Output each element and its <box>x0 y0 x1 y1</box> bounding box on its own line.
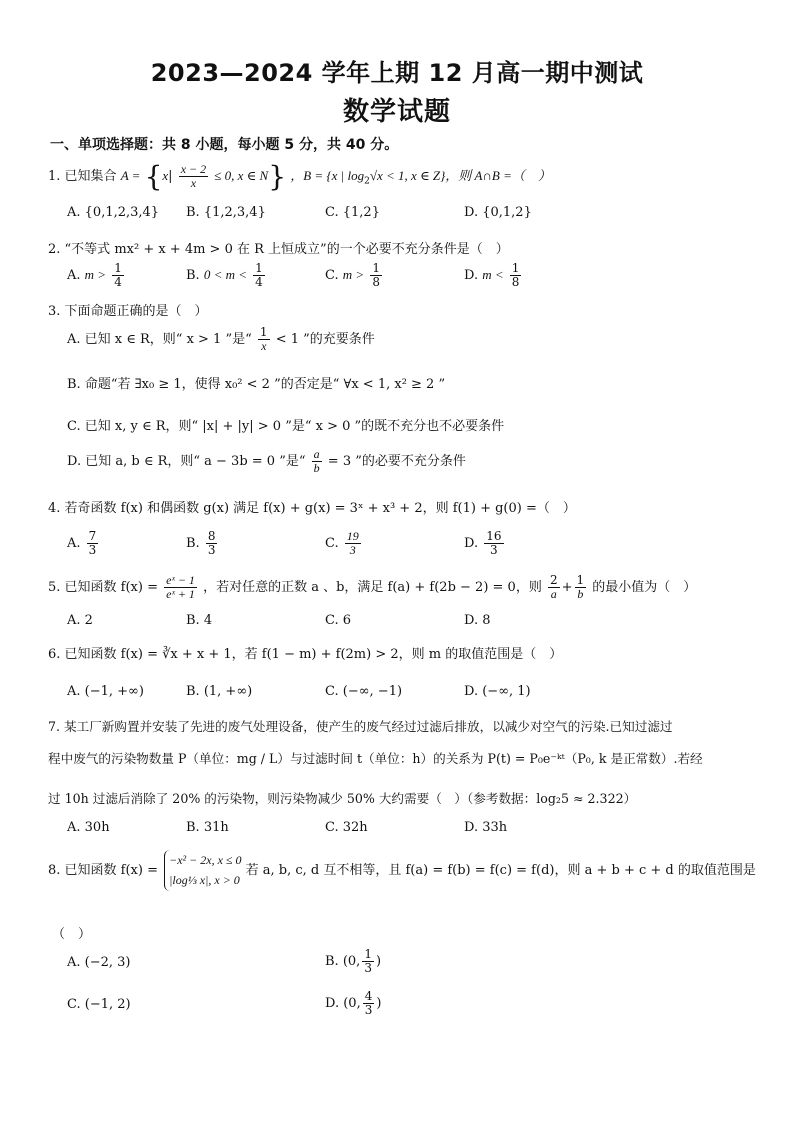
q4-a-den: 3 <box>88 543 97 558</box>
q8-d-den: 3 <box>364 1003 373 1018</box>
q7-option-a[interactable]: A. 30h <box>67 820 110 835</box>
q5-option-d[interactable]: D. 8 <box>464 613 491 628</box>
q8-b-frac <box>362 948 374 975</box>
q2-b-label: B. <box>186 268 200 284</box>
q7-option-c[interactable]: C. 32h <box>325 820 368 835</box>
q6-option-a[interactable]: A. (−1, +∞) <box>67 684 144 699</box>
q1-set-b-rest: √x < 1, x ∈ Z}，则 A∩B =（ ） <box>369 168 551 183</box>
q1-option-b[interactable]: B. {1,2,3,4} <box>186 205 266 220</box>
q5-term2 <box>575 574 587 601</box>
q2-d-frac <box>510 262 522 289</box>
question-7-line-2: 程中废气的污染物数量 P（单位：mg / L）与过滤时间 t（单位：h）的关系为 P(t) = P₀e⁻ᵏᵗ（P₀, k 是正常数）.若经 <box>48 751 703 766</box>
q5-pre: 5. 已知函数 f(x) = <box>48 580 158 596</box>
q8-option-d[interactable] <box>325 990 381 1017</box>
q1-log-base: 2 <box>364 176 370 187</box>
q2-b-frac <box>253 262 265 289</box>
q4-option-c[interactable] <box>325 530 363 557</box>
q5-option-b[interactable]: B. 4 <box>186 613 213 628</box>
q2-option-d[interactable] <box>464 262 523 289</box>
q8-d-frac <box>363 990 375 1017</box>
q5-mid: ，若对任意的正数 a 、b，满足 f(a) + f(2b − 2) = 0，则 <box>203 580 542 596</box>
q1-frac-den: x <box>190 176 197 190</box>
q8-piece-1: −x² − 2x, x ≤ 0 <box>169 853 242 867</box>
q6-option-b[interactable]: B. (1, +∞) <box>186 684 253 699</box>
q1-set-a-cond: ≤ 0, x ∈ N <box>214 168 269 183</box>
q2-c-label: C. <box>325 268 339 284</box>
q1-set-a: A = <box>120 168 141 183</box>
q8-d-num: 4 <box>364 989 373 1003</box>
q4-d-label: D. <box>464 536 479 552</box>
q8-b-label: B. <box>325 954 339 970</box>
exam-title: 2023—2024 学年上期 12 月高一期中测试 <box>150 59 644 87</box>
q6-option-d[interactable]: D. (−∞, 1) <box>464 684 531 699</box>
q5-term2-num: 1 <box>576 573 585 587</box>
q8-d-pre: (0, <box>343 996 361 1012</box>
q6-option-c[interactable]: C. (−∞, −1) <box>325 684 403 699</box>
q4-b-num: 8 <box>207 529 216 543</box>
q2-c-frac <box>370 262 382 289</box>
q2-c-den: 8 <box>372 275 380 290</box>
q4-c-frac <box>345 530 361 557</box>
q4-a-frac <box>87 530 99 557</box>
q3-option-d[interactable] <box>67 448 466 475</box>
q1-fraction <box>179 163 208 190</box>
q2-d-label: D. <box>464 268 479 284</box>
q4-a-num: 7 <box>88 529 97 543</box>
q3-a-num: 1 <box>259 325 268 339</box>
q1-option-c[interactable]: C. {1,2} <box>325 205 380 220</box>
q4-b-den: 3 <box>207 543 216 558</box>
q2-d-num: 1 <box>511 261 520 275</box>
q2-option-b[interactable] <box>186 262 267 289</box>
question-2: 2. “不等式 mx² + x + 4m > 0 在 R 上恒成立”的一个必要不充分条件是（ ） <box>48 242 509 257</box>
q1-bar: | <box>168 169 173 184</box>
q2-b-den: 4 <box>255 275 263 290</box>
q8-piece-2: |log⅓ x|, x > 0 <box>169 873 240 888</box>
q1-frac-num: x − 2 <box>180 161 207 176</box>
q1-set-a-var: x <box>162 168 169 183</box>
q8-post: 若 a, b, c, d 互不相等，且 f(a) = f(b) = f(c) = f(d)，则 a + b + c + d 的取值范围是 <box>245 862 756 878</box>
q8-b-close: ) <box>375 954 382 970</box>
q7-option-d[interactable]: D. 33h <box>464 820 508 835</box>
q3-a-pre: A. 已知 x ∈ R，则“ x > 1 ”是“ <box>67 332 252 348</box>
q8-option-c[interactable]: C. (−1, 2) <box>67 997 131 1012</box>
q5-term1 <box>548 574 560 601</box>
q2-a-expr: m > <box>84 267 107 283</box>
q2-b-num: 1 <box>255 261 263 275</box>
q4-c-label: C. <box>325 536 339 552</box>
q2-a-frac <box>112 262 124 289</box>
q5-func-den: eˣ + 1 <box>166 587 195 602</box>
q5-plus: + <box>561 580 573 596</box>
question-6: 6. 已知函数 f(x) = ∛x + x + 1，若 f(1 − m) + f(2m) > 2，则 m 的取值范围是（ ） <box>48 647 563 662</box>
question-4: 4. 若奇函数 f(x) 和偶函数 g(x) 满足 f(x) + g(x) = 3ˣ + x³ + 2，则 f(1) + g(0) =（ ） <box>48 501 576 516</box>
q8-pre: 8. 已知函数 f(x) = <box>48 862 158 878</box>
q5-option-c[interactable]: C. 6 <box>325 613 352 628</box>
q2-a-label: A. <box>67 268 81 284</box>
q2-option-a[interactable] <box>67 262 126 289</box>
q8-b-den: 3 <box>364 961 372 976</box>
q3-option-c[interactable]: C. 已知 x, y ∈ R，则“ |x| + |y| > 0 ”是“ x > 0 ”的既不充分也不必要条件 <box>67 419 505 434</box>
q2-d-expr: m < <box>482 267 504 283</box>
section-heading: 一、单项选择题：共 8 小题，每小题 5 分，共 40 分。 <box>50 137 399 153</box>
q4-b-label: B. <box>186 536 200 552</box>
q2-b-expr: 0 < m < <box>203 267 248 283</box>
question-7-line-1: 7. 某工厂新购置并安装了先进的废气处理设备，使产生的废气经过过滤后排放，以减少对空气的污染.已知过滤过 <box>48 719 673 734</box>
q8-piecewise <box>164 850 241 891</box>
q4-c-den: 3 <box>349 543 356 558</box>
q2-c-expr: m > <box>342 267 365 283</box>
q3-a-post: < 1 ”的充要条件 <box>275 332 375 348</box>
q4-d-frac <box>484 530 503 557</box>
q2-c-num: 1 <box>372 261 380 275</box>
q5-term1-den: a <box>550 587 557 602</box>
question-5 <box>48 574 696 601</box>
q1-option-a[interactable]: A. {0,1,2,3,4} <box>67 205 160 220</box>
q5-post: 的最小值为（ ） <box>592 580 697 596</box>
q2-d-den: 8 <box>511 275 520 290</box>
question-7-line-3: 过 10h 过滤后消除了 20% 的污染物，则污染物减少 50% 大约需要（ ）（参考数据：log₂5 ≈ 2.322） <box>48 791 637 806</box>
q2-a-num: 1 <box>114 261 122 275</box>
q8-option-b[interactable] <box>325 948 381 975</box>
q8-d-close: ) <box>376 996 382 1012</box>
q4-d-num: 16 <box>486 529 502 543</box>
q5-func-frac <box>164 574 197 601</box>
q7-option-b[interactable]: B. 31h <box>186 820 229 835</box>
q5-func-num: eˣ − 1 <box>166 573 195 587</box>
q4-d-den: 3 <box>490 543 498 558</box>
q1-brace-close: } <box>268 160 287 193</box>
q8-d-label: D. <box>325 996 340 1012</box>
q4-b-frac <box>206 530 218 557</box>
q8-answer-blank: （ ） <box>52 927 92 942</box>
q4-a-label: A. <box>67 536 81 552</box>
q4-c-num: 19 <box>346 529 359 543</box>
q3-d-num: a <box>313 447 320 461</box>
q1-option-d[interactable]: D. {0,1,2} <box>464 205 532 220</box>
question-1 <box>48 160 551 193</box>
q3-option-a[interactable] <box>67 326 375 353</box>
q5-option-a[interactable]: A. 2 <box>67 613 93 628</box>
q3-a-den: x <box>261 339 267 354</box>
q4-option-b[interactable] <box>186 530 219 557</box>
q1-brace-open: { <box>144 160 163 193</box>
q8-option-a[interactable]: A. (−2, 3) <box>67 955 131 970</box>
q3-a-frac <box>258 326 270 353</box>
q3-d-post: = 3 ”的必要不充分条件 <box>327 454 466 470</box>
q3-d-den: b <box>313 461 320 476</box>
q3-option-b[interactable]: B. 命题“若 ∃x₀ ≥ 1，使得 x₀² < 2 ”的否定是“ ∀x < 1, x² ≥ 2 ” <box>67 377 446 392</box>
q5-term2-den: b <box>577 587 584 602</box>
q2-a-den: 4 <box>114 275 122 290</box>
q2-option-c[interactable] <box>325 262 384 289</box>
question-3: 3. 下面命题正确的是（ ） <box>48 304 208 319</box>
exam-subtitle: 数学试题 <box>342 97 451 127</box>
q4-option-a[interactable] <box>67 530 100 557</box>
q1-label: 1. 已知集合 <box>48 169 117 184</box>
q8-b-pre: (0, <box>342 954 361 970</box>
q4-option-d[interactable] <box>464 530 506 557</box>
q1-set-b: ，B = {x | log <box>290 168 365 183</box>
q5-term1-num: 2 <box>549 573 558 587</box>
q3-d-frac <box>312 448 322 475</box>
q8-b-num: 1 <box>364 947 372 961</box>
question-8 <box>48 850 756 891</box>
q3-d-pre: D. 已知 a, b ∈ R，则“ a − 3b = 0 ”是“ <box>67 454 306 470</box>
